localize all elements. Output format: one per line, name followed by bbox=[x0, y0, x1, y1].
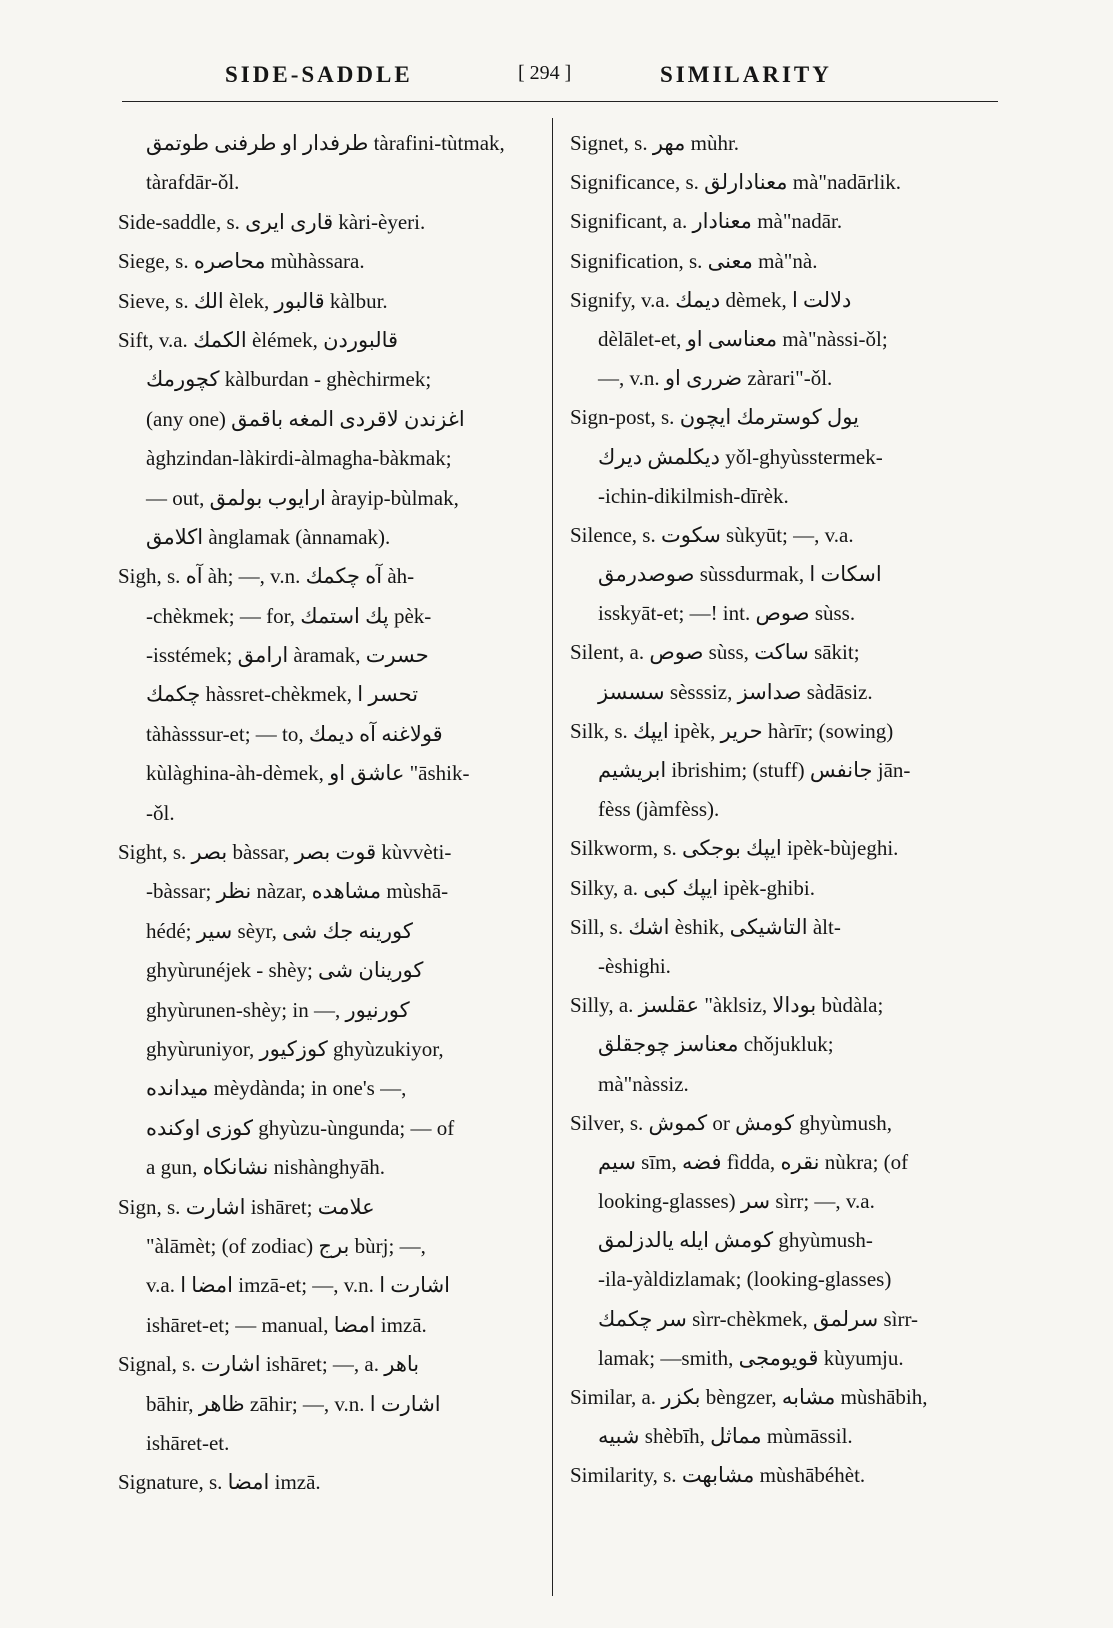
entry-line: bāhir, ظاهر zāhir; —, v.n. اشارت ا bbox=[146, 1391, 441, 1416]
entry-line: tàrafdār-ǒl. bbox=[146, 170, 240, 195]
entry-line: isskyāt-et; —! int. صوص sùss. bbox=[598, 601, 856, 626]
entry-line: Signification, s. معنى mà"nà. bbox=[570, 248, 818, 273]
entry-line: Sign, s. اشارت ishāret; علامت bbox=[118, 1194, 375, 1219]
entry-line: lamak; —smith, قويومجى kùyumju. bbox=[598, 1345, 904, 1370]
entry-line: tàhàsssur-et; — to, قولاغنه آه ديمك bbox=[146, 721, 443, 746]
entry-line: Silkworm, s. ايپك بوجكى ipèk-bùjeghi. bbox=[570, 836, 899, 861]
entry-line: Sill, s. اشك èshik, التاشيكى àlt- bbox=[570, 914, 841, 939]
entry-line: -èshighi. bbox=[598, 953, 671, 978]
entry-line: -ila-yàldizlamak; (looking-glasses) bbox=[598, 1267, 892, 1292]
entry-line: طرفدار او طرفنى طوتمق tàrafini-tùtmak, bbox=[146, 131, 505, 155]
entry-line: fèss (jàmfèss). bbox=[598, 797, 720, 822]
entry-line: كوزى اوكنده ghyùzu-ùngunda; — of bbox=[146, 1115, 455, 1140]
entry-line: "àlāmèt; (of zodiac) برج bùrj; —, bbox=[146, 1233, 426, 1258]
entry-line: ghyùrunen-shèy; in —, كورنيور bbox=[146, 997, 410, 1022]
entry-line: kùlàghina-àh-dèmek, عاشق او "āshik- bbox=[146, 761, 470, 786]
page-header bbox=[120, 56, 1000, 96]
entry-line: Silent, a. صوص sùss, ساكت sākit; bbox=[570, 640, 860, 665]
header-right-word: SIMILARITY bbox=[660, 62, 832, 87]
right-column bbox=[570, 124, 990, 1496]
entry-line: dèlālet-et, معناسى او mà"nàssi-ǒl; bbox=[598, 326, 888, 351]
entry-line: صوصدرمق sùssdurmak, اسكات ا bbox=[598, 562, 882, 587]
header-left-word: SIDE-SADDLE bbox=[225, 62, 413, 87]
entry-line: ishāret-et; — manual, امضا imzā. bbox=[146, 1312, 427, 1337]
entry-line: سر چكمك sìrr-chèkmek, سرلمق sìrr- bbox=[598, 1306, 919, 1331]
entry-line: Sift, v.a. الكمك èlémek, قالبوردن bbox=[118, 327, 399, 352]
entry-line: Sight, s. بصر bàssar, قوت بصر kùvvèti- bbox=[118, 840, 452, 865]
entry-line: چكمك hàssret-chèkmek, تحسر ا bbox=[146, 682, 419, 707]
entry-line: looking-glasses) سر sìrr; —, v.a. bbox=[598, 1189, 875, 1214]
entry-line: Signature, s. امضا imzā. bbox=[118, 1470, 321, 1495]
entry-line: شبيه shèbīh, مماثل mùmāssil. bbox=[598, 1424, 853, 1449]
entry-line: Signet, s. مهر mùhr. bbox=[570, 131, 740, 155]
entry-line: -bàssar; نظر nàzar, مشاهده mùshā- bbox=[146, 879, 449, 904]
entry-line: اكلامق ànglamak (ànnamak). bbox=[146, 524, 391, 549]
entry-line: ديكلمش ديرك yǒl-ghyùsstermek- bbox=[598, 444, 883, 469]
entry-line: Side-saddle, s. قارى ايرى kàri-èyeri. bbox=[118, 209, 426, 234]
entry-line: -ichin-dikilmish-dīrèk. bbox=[598, 483, 789, 508]
entry-line: — out, ارايوب بولمق àrayip-bùlmak, bbox=[146, 485, 459, 510]
entry-line: Sieve, s. الك èlek, قالبور kàlbur. bbox=[118, 288, 388, 313]
entry-line: سسسز sèsssiz, صداسز sàdāsiz. bbox=[598, 679, 873, 704]
entry-line: hédé; سير sèyr, كورينه جك شى bbox=[146, 918, 413, 943]
entry-line: كومش ايله يالدزلمق ghyùmush- bbox=[598, 1228, 873, 1253]
entry-line: àghzindan-làkirdi-àlmagha-bàkmak; bbox=[146, 446, 452, 471]
entry-line: Silence, s. سكوت sùkyūt; —, v.a. bbox=[570, 522, 854, 547]
left-column bbox=[118, 124, 536, 1503]
entry-line: mà"nàssiz. bbox=[598, 1071, 689, 1096]
entry-line: ghyùrunéjek - shèy; كورينان شى bbox=[146, 958, 424, 983]
entry-line: Significant, a. معنادار mà"nadār. bbox=[570, 209, 843, 234]
entry-line: Signify, v.a. ديمك dèmek, دلالت ا bbox=[570, 287, 852, 312]
entry-line: Silk, s. ايپك ipèk, حرير hàrīr; (sowing) bbox=[570, 718, 894, 743]
entry-line: ghyùruniyor, كوزكيور ghyùzukiyor, bbox=[146, 1036, 444, 1061]
entry-line: ميدانده mèydànda; in one's —, bbox=[146, 1076, 407, 1101]
entry-line: -ǒl. bbox=[146, 800, 175, 825]
entry-line: Silly, a. عقلسز "àklsiz, بودالا bùdàla; bbox=[570, 993, 884, 1018]
entry-line: Sigh, s. آه àh; —, v.n. آه چكمك àh- bbox=[118, 564, 415, 589]
entry-line: Sign-post, s. يول كوسترمك ايچون bbox=[570, 405, 859, 430]
entry-line: Similar, a. بكزر bèngzer, مشابه mùshābih, bbox=[570, 1385, 928, 1409]
entry-line: Significance, s. معنادارلق mà"nadārlik. bbox=[570, 170, 902, 195]
entry-line: —, v.n. ضررى او zàrari"-ǒl. bbox=[598, 366, 833, 391]
entry-line: Silver, s. كموش or كومش ghyùmush, bbox=[570, 1110, 893, 1135]
entry-line: -chèkmek; — for, پك استمك pèk- bbox=[146, 603, 432, 628]
entry-line: -isstémek; ارامق àramak, حسرت bbox=[146, 643, 429, 668]
page-number: [ 294 ] bbox=[518, 62, 572, 84]
entry-line: (any one) اغزندن لاقردى المغه باقمق bbox=[146, 406, 465, 431]
entry-line: ابريشيم ibrishim; (stuff) جانفس jān- bbox=[598, 758, 911, 782]
entry-line: v.a. امضا ا imzā-et; —, v.n. اشارت ا bbox=[146, 1273, 451, 1298]
entry-line: ishāret-et. bbox=[146, 1430, 230, 1455]
entry-line: Similarity, s. مشابهت mùshābéhèt. bbox=[570, 1463, 866, 1488]
entry-line: Silky, a. ايپك كبى ipèk-ghibi. bbox=[570, 875, 815, 900]
entry-line: Siege, s. محاصره mùhàssara. bbox=[118, 249, 365, 274]
entry-line: سيم sīm, فضه fìdda, نقره nùkra; (of bbox=[598, 1149, 909, 1174]
entry-line: معناسز چوجقلق chǒjukluk; bbox=[598, 1032, 834, 1057]
column-divider bbox=[552, 118, 553, 1596]
entry-line: Signal, s. اشارت ishāret; —, a. باهر bbox=[118, 1352, 420, 1377]
entry-line: a gun, نشانكاه nishànghyāh. bbox=[146, 1155, 386, 1180]
entry-line: كچورمك kàlburdan - ghèchirmek; bbox=[146, 367, 432, 392]
header-rule bbox=[122, 101, 998, 102]
